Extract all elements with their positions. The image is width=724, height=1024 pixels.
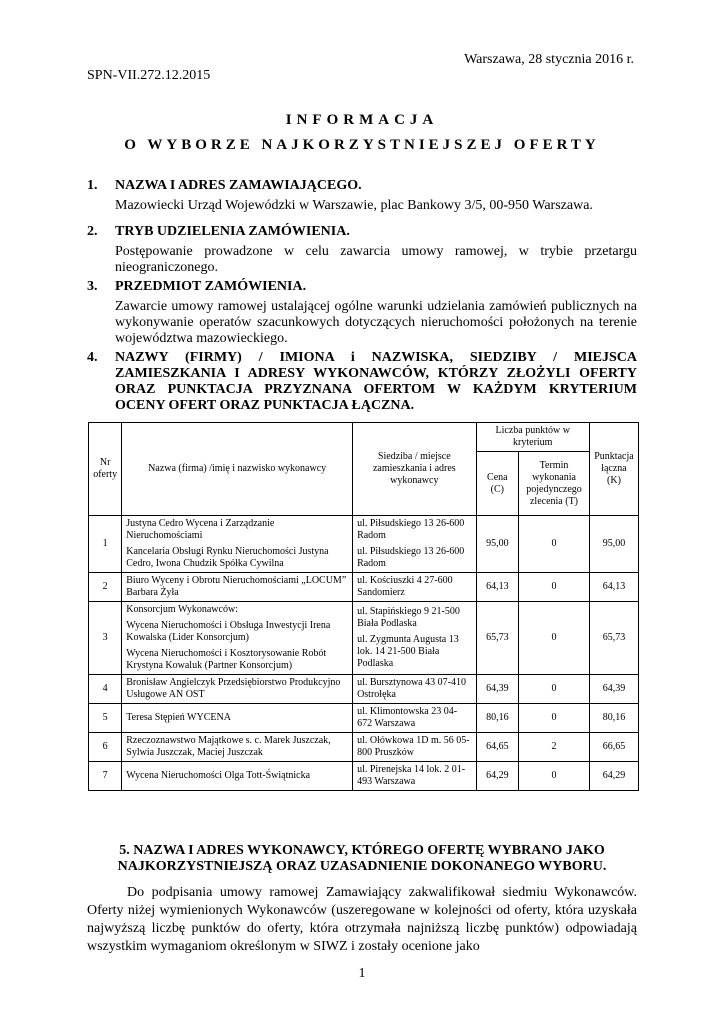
contractor-address: ul. Bursztynowa 43 07-410 Ostrołęka <box>357 677 466 700</box>
section-5 <box>87 843 637 875</box>
header-total-points: Punktacja łączna (K) <box>589 423 638 516</box>
contractor-name-cell <box>122 573 353 602</box>
price-points: 65,73 <box>476 602 519 675</box>
term-points: 2 <box>519 733 590 762</box>
header-offer-number: Nr oferty <box>89 423 122 516</box>
contractor-name: Kancelaria Obsługi Rynku Nieruchomości Justyna Cedro, Iwona Chudzik Spółka Cywilna <box>126 546 329 569</box>
total-points: 65,73 <box>589 602 638 675</box>
contractor-address: ul. Piłsudskiego 13 26-600 Radom <box>357 518 465 541</box>
contractor-name: Justyna Cedro Wycena i Zarządzanie Nieruchomościami <box>126 518 275 541</box>
total-points: 64,13 <box>589 573 638 602</box>
table-row <box>89 675 639 704</box>
total-points: 64,39 <box>589 675 638 704</box>
term-points: 0 <box>519 704 590 733</box>
total-points: 80,16 <box>589 704 638 733</box>
contractor-name-cell <box>122 733 353 762</box>
header-contractor-name: Nazwa (firma) /imię i nazwisko wykonawcy <box>122 423 353 516</box>
table-row <box>89 733 639 762</box>
contractor-address: ul. Klimontowska 23 04-672 Warszawa <box>357 706 458 729</box>
offer-number: 6 <box>89 733 122 762</box>
justification-paragraph: Do podpisania umowy ramowej Zamawiający zakwalifikował siedmiu Wykonawców. Oferty niżej wymienionych Wykonawców (uszeregowane w kolejności od oferty, która uzyskała najwyższą liczbę punktów do oferty, która otrzymała najniższą liczbę punktów) odpowiadają wszystkim wymaganiom określonym w SIWZ i zostały ocenione jako <box>87 885 637 954</box>
total-points: 66,65 <box>589 733 638 762</box>
term-points: 0 <box>519 516 590 573</box>
contractor-address-cell <box>353 704 477 733</box>
section-heading: NAZWY (FIRMY) / IMIONA i NAZWISKA, SIEDZIBY / MIEJSCA ZAMIESZKANIA I ADRESY WYKONAWCÓW, KTÓRZY ZŁOŻYLI OFERTY ORAZ PUNKTACJA PRZYZNANA OFERTOM W KAŻDYM KRYTERIUM OCENY OFERT ORAZ PUNKTACJA ŁĄCZNA. <box>115 350 637 413</box>
section-3 <box>87 279 637 347</box>
contractor-address: ul. Zygmunta Augusta 13 lok. 14 21-500 Biała Podlaska <box>357 634 459 669</box>
contractor-name-cell <box>122 675 353 704</box>
price-points: 64,13 <box>476 573 519 602</box>
header-contractor-address: Siedziba / miejsce zamieszkania i adres wykonawcy <box>353 423 477 516</box>
contractor-address-cell <box>353 516 477 573</box>
contractor-address: ul. Piłsudskiego 13 26-600 Radom <box>357 546 465 569</box>
contractor-name: Konsorcjum Wykonawców: <box>126 604 238 615</box>
table-row <box>89 516 639 573</box>
offer-number: 5 <box>89 704 122 733</box>
term-points: 0 <box>519 573 590 602</box>
table-row <box>89 602 639 675</box>
document-title: INFORMACJA <box>285 112 439 128</box>
contractor-name: Wycena Nieruchomości i Kosztorysowanie Robót Krystyna Kowaluk (Partner Konsorcjum) <box>126 648 327 671</box>
total-points: 64,29 <box>589 762 638 791</box>
contractor-name-cell <box>122 516 353 573</box>
contractor-address: ul. Kościuszki 4 27-600 Sandomierz <box>357 575 453 598</box>
section-1 <box>87 178 637 214</box>
offer-number: 3 <box>89 602 122 675</box>
section-number: 2. <box>87 224 98 239</box>
offer-number: 2 <box>89 573 122 602</box>
contractor-address-cell <box>353 762 477 791</box>
section-number: 4. <box>87 350 98 365</box>
offer-number: 7 <box>89 762 122 791</box>
offer-number: 1 <box>89 516 122 573</box>
section-2 <box>87 224 637 276</box>
table-row <box>89 762 639 791</box>
price-points: 95,00 <box>476 516 519 573</box>
reference-number: SPN-VII.272.12.2015 <box>87 68 211 83</box>
price-points: 80,16 <box>476 704 519 733</box>
contractor-name-cell <box>122 602 353 675</box>
contractor-address-cell <box>353 573 477 602</box>
page-number: 1 <box>358 966 366 981</box>
header-term: Termin wykonania pojedynczego zlecenia (T) <box>519 452 590 516</box>
contractor-name: Wycena Nieruchomości i Obsługa Inwestycji Irena Kowalska (Lider Konsorcjum) <box>126 620 331 643</box>
header-criteria-points: Liczba punktów w kryterium <box>476 423 589 452</box>
price-points: 64,29 <box>476 762 519 791</box>
offers-table-body <box>89 516 639 791</box>
price-points: 64,39 <box>476 675 519 704</box>
term-points: 0 <box>519 602 590 675</box>
section-heading: TRYB UDZIELENIA ZAMÓWIENIA. <box>115 224 350 239</box>
contractor-name-cell <box>122 704 353 733</box>
contractor-name: Biuro Wyceny i Obrotu Nieruchomościami „LOCUM” Barbara Żyła <box>126 575 347 598</box>
contractor-name: Teresa Stępień WYCENA <box>126 712 231 723</box>
contractor-address: ul. Pirenejska 14 lok. 2 01-493 Warszawa <box>357 764 466 787</box>
contractor-address-cell <box>353 733 477 762</box>
contractor-address-cell <box>353 675 477 704</box>
section-number: 3. <box>87 279 98 294</box>
section-body: Postępowanie prowadzone w celu zawarcia umowy ramowej, w trybie przetargu nieograniczonego. <box>115 244 637 275</box>
term-points: 0 <box>519 762 590 791</box>
section-4 <box>87 350 637 414</box>
contractor-name-cell <box>122 762 353 791</box>
total-points: 95,00 <box>589 516 638 573</box>
section-number: 1. <box>87 178 98 193</box>
table-row <box>89 704 639 733</box>
table-row <box>89 573 639 602</box>
price-points: 64,65 <box>476 733 519 762</box>
section-body: Mazowiecki Urząd Wojewódzki w Warszawie, plac Bankowy 3/5, 00-950 Warszawa. <box>115 198 593 213</box>
document-date: Warszawa, 28 stycznia 2016 r. <box>464 52 634 67</box>
contractor-address: ul. Ołówkowa 1D m. 56 05-800 Pruszków <box>357 735 470 758</box>
section-heading: PRZEDMIOT ZAMÓWIENIA. <box>115 279 307 294</box>
contractor-name: Bronisław Angielczyk Przedsiębiorstwo Produkcyjno Usługowe AN OST <box>126 677 341 700</box>
section-heading: NAZWA I ADRES ZAMAWIAJĄCEGO. <box>115 178 362 193</box>
contractor-address: ul. Stapińskiego 9 21-500 Biała Podlaska <box>357 606 460 629</box>
offers-table <box>88 422 639 791</box>
section-body: Zawarcie umowy ramowej ustalającej ogólne warunki udzielania zamówień publicznych na wykonywanie operatów szacunkowych dotyczących nieruchomości położonych na terenie województwa mazowieckiego. <box>115 299 637 346</box>
contractor-name: Wycena Nieruchomości Olga Tott-Świątnicka <box>126 770 311 781</box>
term-points: 0 <box>519 675 590 704</box>
contractor-name: Rzeczoznawstwo Majątkowe s. c. Marek Juszczak, Sylwia Juszczak, Maciej Juszczak <box>126 735 331 758</box>
header-price: Cena (C) <box>476 452 519 516</box>
offer-number: 4 <box>89 675 122 704</box>
section-heading: 5. NAZWA I ADRES WYKONAWCY, KTÓREGO OFERTĘ WYBRANO JAKO NAJKORZYSTNIEJSZĄ ORAZ UZASADNIENIE DOKONANEGO WYBORU. <box>117 843 607 874</box>
contractor-address-cell <box>353 602 477 675</box>
document-subtitle: O WYBORZE NAJKORZYSTNIEJSZEJ OFERTY <box>124 137 600 153</box>
